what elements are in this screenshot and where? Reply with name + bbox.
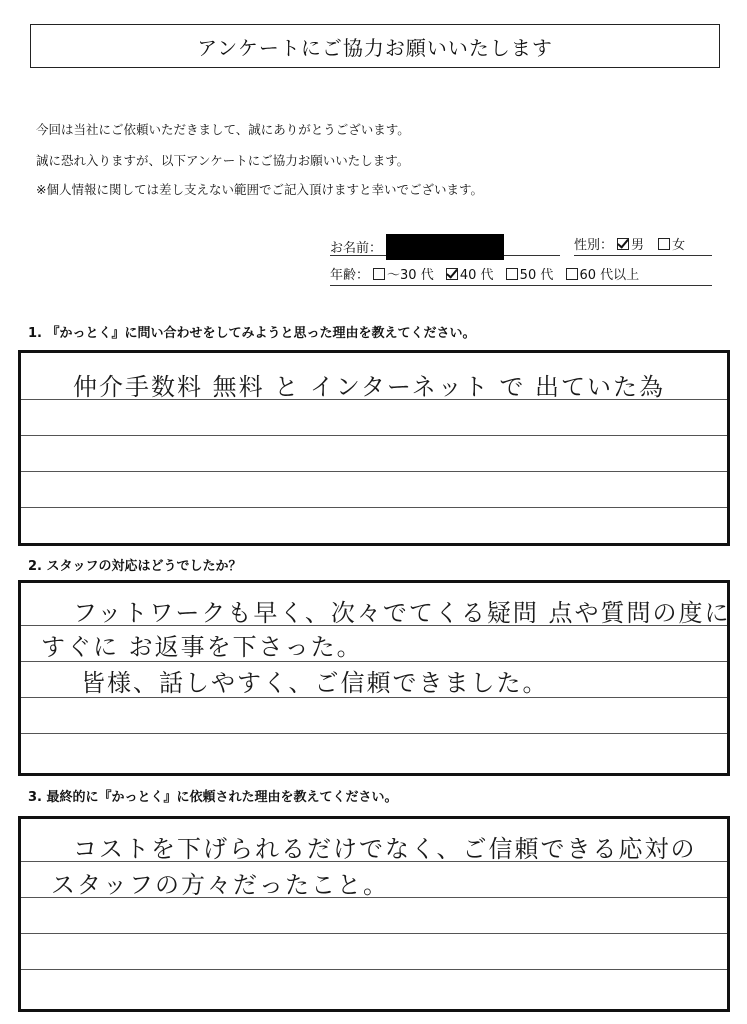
ruled-line xyxy=(21,507,727,508)
redacted-name xyxy=(386,234,504,260)
gender-label: 性別： xyxy=(574,238,614,253)
gender-male-checkbox[interactable] xyxy=(617,238,629,250)
ruled-line xyxy=(21,471,727,472)
intro-line-1: 今回は当社にご依頼いただきまして、誠にありがとうございます。 xyxy=(36,122,410,137)
age-60plus-label: 60 代以上 xyxy=(579,268,640,283)
name-label: お名前： xyxy=(330,241,383,256)
question-2-label: 2. スタッフの対応はどうでしたか？ xyxy=(28,559,242,574)
answer-2-line-1: フットワークも早く、次々でてくる疑問 点や質問の度に xyxy=(73,599,731,627)
age-50s-checkbox[interactable] xyxy=(506,268,518,280)
ruled-line xyxy=(21,733,727,734)
ruled-line xyxy=(21,933,727,934)
age-40s-label: 40 代 xyxy=(459,268,494,283)
gender-male-label: 男 xyxy=(631,238,645,253)
ruled-line xyxy=(21,435,727,436)
age-60plus-checkbox[interactable] xyxy=(566,268,578,280)
name-field[interactable] xyxy=(330,234,560,256)
age-label: 年齢： xyxy=(330,268,370,283)
gender-female-checkbox[interactable] xyxy=(658,238,670,250)
answer-1-line-1: 仲介手数料 無料 と インターネット で 出ていた為 xyxy=(73,373,665,401)
gender-female-label: 女 xyxy=(672,238,686,253)
intro-line-2: 誠に恐れ入りますが、以下アンケートにご協力お願いいたします。 xyxy=(36,153,410,168)
gender-field xyxy=(574,234,712,256)
age-field xyxy=(330,264,712,286)
age-40s-checkbox[interactable] xyxy=(446,268,458,280)
answer-2-line-2: すぐに お返事を下さった。 xyxy=(41,633,363,661)
question-3-label: 3. 最終的に『かっとく』に依頼された理由を教えてください。 xyxy=(28,790,398,805)
ruled-line xyxy=(21,969,727,970)
survey-title: アンケートにご協力お願いいたします xyxy=(30,24,720,68)
answer-box-2[interactable] xyxy=(18,580,730,776)
answer-3-line-2: スタッフの方々だったこと。 xyxy=(51,871,389,899)
answer-3-line-1: コストを下げられるだけでなく、ご信頼できる応対の xyxy=(73,835,697,863)
age-under30-checkbox[interactable] xyxy=(373,268,385,280)
age-50s-label: 50 代 xyxy=(519,268,554,283)
age-under30-label: ～30 代 xyxy=(387,268,434,283)
answer-2-line-3: 皆様、話しやすく、ご信頼できました。 xyxy=(81,669,549,697)
answer-box-1[interactable] xyxy=(18,350,730,546)
answer-box-3[interactable] xyxy=(18,816,730,1012)
question-1-label: 1. 『かっとく』に問い合わせをしてみようと思った理由を教えてください。 xyxy=(28,326,476,341)
intro-line-3: ※個人情報に関しては差し支えない範囲でご記入頂けますと幸いでございます。 xyxy=(36,182,483,197)
